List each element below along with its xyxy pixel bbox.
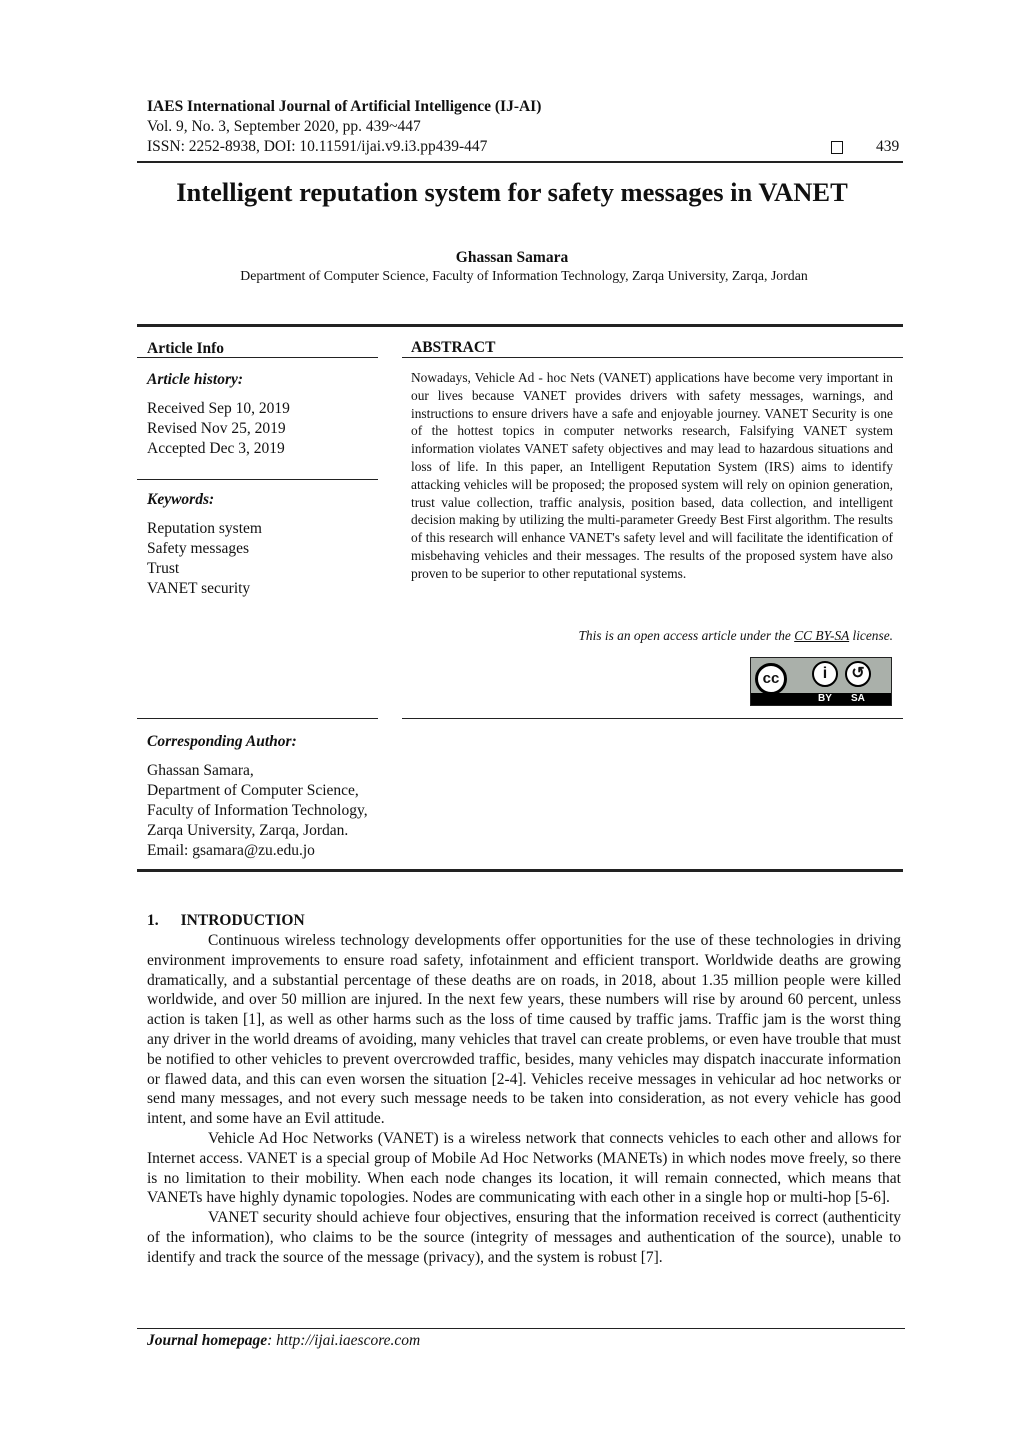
footer-rule (137, 1328, 905, 1329)
author-affiliation: Department of Computer Science, Faculty of Information Technology, Zarqa University, Zarqa, Jordan (240, 268, 808, 283)
divider (137, 718, 378, 719)
history-heading: Article history: (147, 371, 244, 388)
sa-label: SA (851, 693, 865, 704)
abstract-heading: ABSTRACT (411, 339, 496, 356)
header-rule (137, 161, 903, 163)
issn-doi: ISSN: 2252-8938, DOI: 10.11591/ijai.v9.i3.pp439-447 (147, 138, 488, 155)
keyword: Reputation system (147, 520, 262, 537)
by-label: BY (818, 693, 832, 704)
author-name: Ghassan Samara (455, 249, 569, 266)
corresponding-heading: Corresponding Author: (147, 733, 297, 750)
paragraph: Vehicle Ad Hoc Networks (VANET) is a wireless network that connects vehicles to each other and allows for Internet access. VANET is a special group of Mobile Ad Hoc Networks (MANETs) in which nodes move freely, so there is no limitation to their mobility. When each node changes its location, it will remain connected, which means that VANETs have highly dynamic topologies. Nodes are communicating with each other in a single hop or multi-hop [5-6]. (147, 1129, 901, 1207)
cc-by-sa-logo[interactable] (750, 657, 892, 706)
keyword: Trust (147, 560, 180, 577)
keywords-list (147, 519, 377, 599)
divider (137, 357, 378, 358)
history-list (147, 399, 377, 459)
info-top-rule (137, 324, 903, 327)
footer: Journal homepage: http://ijai.iaescore.com (147, 1332, 421, 1349)
received-date: Received Sep 10, 2019 (147, 400, 290, 417)
corresponding-details: Ghassan Samara, Department of Computer Science, Faculty of Information Technology, Zarqa University, Zarqa, Jordan. Email: gsamara@zu.edu.jo (147, 761, 407, 861)
accepted-date: Accepted Dec 3, 2019 (147, 440, 285, 457)
page-number: 439 (876, 138, 900, 155)
paper-title: Intelligent reputation system for safety messages in VANET (176, 177, 848, 207)
paragraph: VANET security should achieve four objectives, ensuring that the information received is correct (authenticity of the information), who claims to be the source (integrity of messages and authentication of the source), unable to identify and track the source of the message (privacy), and the system is robust [7]. (147, 1209, 901, 1266)
revised-date: Revised Nov 25, 2019 (147, 420, 286, 437)
article-info-heading: Article Info (147, 340, 225, 357)
license-line: This is an open access article under the CC BY-SA license. (578, 628, 893, 643)
author-email[interactable]: Email: gsamara@zu.edu.jo (147, 842, 315, 859)
volume-info: Vol. 9, No. 3, September 2020, pp. 439~447 (147, 118, 421, 135)
journal-name: IAES International Journal of Artificial Intelligence (IJ-AI) (147, 98, 542, 115)
license-link[interactable]: CC BY-SA (794, 628, 850, 643)
keyword: Safety messages (147, 540, 250, 557)
info-bottom-rule (137, 869, 903, 872)
divider (402, 718, 903, 719)
attribution-icon: i (812, 661, 838, 687)
paragraph: Continuous wireless technology developments offer opportunities for the use of these technologies in driving environment improvements to ensure road safety, infotainment and efficient transport. Worldwide deaths are growing dramatically, and a substantial percentage of these deaths are on roads, in 2018, about 1.35 million people were killed worldwide, and over 50 million are injured. In the next few years, these numbers will rise by around 60 percent, unless action is taken [1], as well as other harms such as the loss of time caused by traffic jams. Traffic jam is the worst thing any driver in the world dreams of avoiding, many vehicles that travel can create problems, or even have trouble that must be notified to other vehicles to prevent overcrowded traffic, besides, many vehicles may dispatch inaccurate information or flawed data, and this can even worsen the situation [2-4]. Vehicles receive messages in vehicular ad hoc networks or send many messages, and not every such message needs to be taken into consideration, as not every vehicle has good intent, and some have an Evil attitude. (147, 932, 901, 1128)
divider (137, 479, 378, 480)
section-heading: 1. INTRODUCTION (147, 912, 305, 929)
journal-homepage-link[interactable]: : http://ijai.iaescore.com (267, 1332, 421, 1349)
keyword: VANET security (147, 580, 251, 597)
abstract-text: Nowadays, Vehicle Ad - hoc Nets (VANET) applications have become very important in our lives because VANET provides drivers with safety messages, warnings, and instructions to ensure drivers have a safe and enjoyable journey. VANET Security is one of the hottest topics in computer networks research, Falsifying VANET system information violates VANET safety objectives and may lead to hazardous situations and loss of life. In this paper, an Intelligent Reputation System (IRS) aims to identify attacking vehicles will be proposed; the proposed system will rely on opinion generation, trust value collection, traffic analysis, position based, data collection, and intelligent decision making by utilizing the multi-parameter Greedy Best First algorithm. The results of this research will enhance VANET's safety level and will facilitate the identification of misbehaving vehicles and their messages. The results of the proposed system have also proven to be superior to other reputational systems. (411, 370, 893, 581)
square-icon (831, 141, 843, 154)
cc-icon: cc (755, 663, 787, 695)
keywords-heading: Keywords: (147, 491, 215, 508)
intro-body (147, 931, 901, 1268)
divider (402, 357, 903, 358)
share-alike-icon: ↺ (845, 661, 871, 687)
